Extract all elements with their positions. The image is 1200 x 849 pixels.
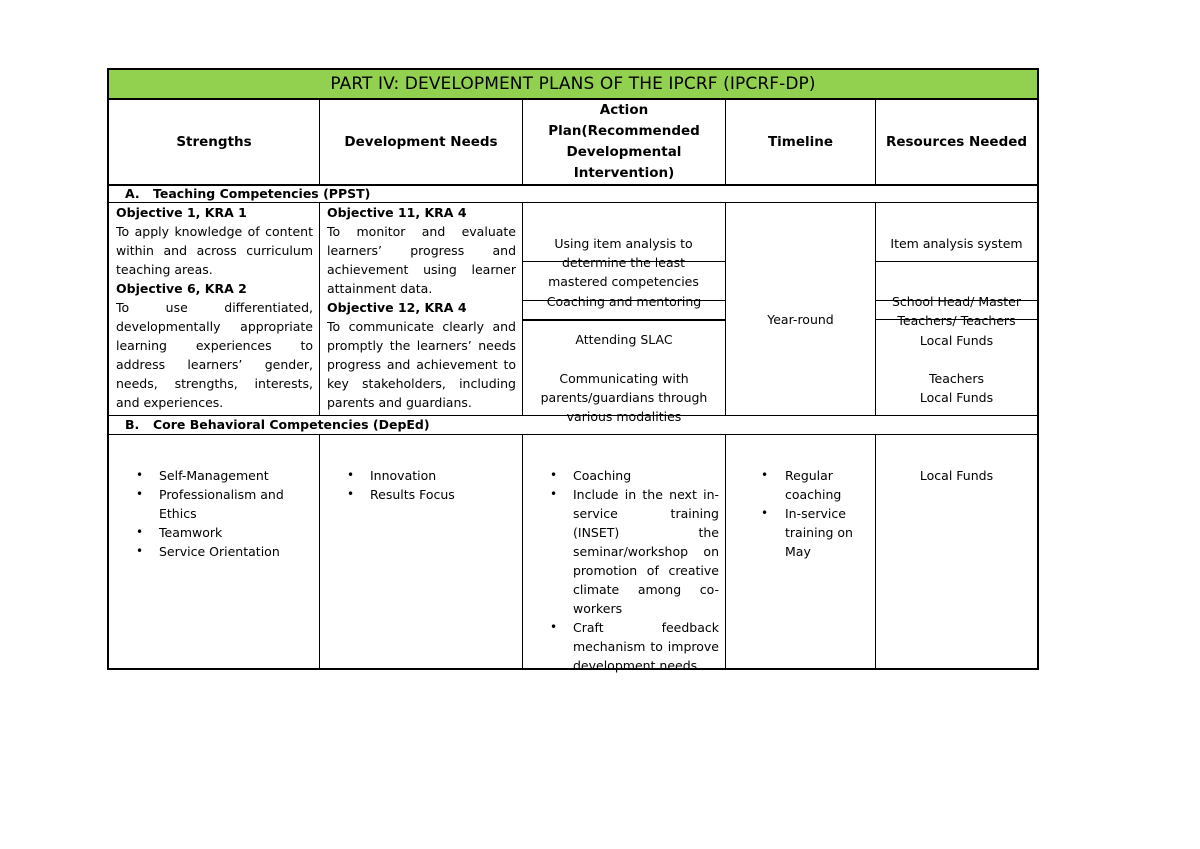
header-development-needs: Development Needs (344, 133, 498, 150)
section-b-action-plans (523, 466, 719, 675)
action-plan-item-analysis: Using item analysis to determine the least mastered competencies (548, 236, 699, 289)
list-item: • Include in the next in-service training (INSET) the seminar/workshop on promotion of creative climate among co-workers (523, 485, 719, 618)
action-plan-communicating: Communicating with parents/guardians through various modalities (540, 371, 708, 424)
header-strengths: Strengths (176, 133, 252, 150)
section-a-label: A. (125, 186, 140, 201)
page-title: PART IV: DEVELOPMENT PLANS OF THE IPCRF (IPCRF-DP) (107, 68, 1039, 100)
section-a-heading (109, 185, 1037, 202)
section-a-strengths (116, 203, 313, 415)
resource-teachers-local-funds (876, 369, 1037, 408)
development-plan-table (107, 100, 1039, 673)
section-b-strengths (109, 466, 309, 561)
resource-school-head-line2: Teachers/ Teachers (897, 313, 1016, 328)
list-item: • Results Focus (320, 485, 522, 504)
section-b-timeline (726, 466, 866, 561)
objective-11-text: To monitor and evaluate learners’ progress and achievement using learner attainment data. (327, 224, 516, 296)
list-item: • Coaching (523, 466, 719, 485)
section-b-label: B. (125, 417, 140, 432)
objective-12-text: To communicate clearly and promptly the learners’ needs progress and achievement to key stakeholders, including parents and guardians. (327, 319, 516, 410)
list-item: • Regular coaching (726, 466, 866, 504)
list-item: • Teamwork (109, 523, 309, 542)
list-item: • Professionalism and Ethics (109, 485, 309, 523)
resource-local-funds: Local Funds (919, 333, 994, 348)
section-b-title: Core Behavioral Competencies (DepEd) (153, 417, 430, 432)
list-item: • Innovation (320, 466, 522, 485)
list-item: • In-service training on May (726, 504, 866, 561)
objective-1-title: Objective 1, KRA 1 (116, 205, 247, 220)
header-action-plan: Action Plan(Recommended Developmental Intervention) (548, 102, 700, 181)
header-timeline: Timeline (767, 133, 834, 150)
section-a-development-needs (327, 203, 516, 415)
list-item: • Service Orientation (109, 542, 309, 561)
objective-12-title: Objective 12, KRA 4 (327, 300, 467, 315)
objective-11-title: Objective 11, KRA 4 (327, 205, 467, 220)
section-a-title: Teaching Competencies (PPST) (153, 186, 371, 201)
header-resources: Resources Needed (885, 133, 1028, 150)
section-b-resources: Local Funds (919, 468, 994, 483)
section-a-timeline: Year-round (767, 312, 834, 327)
section-b-development-needs (320, 466, 522, 504)
resource-teachers: Teachers (929, 371, 984, 386)
objective-6-text: To use differentiated, developmentally appropriate learning experiences to address learners’ gender, needs, strengths, interests, and experiences. (116, 300, 313, 410)
action-plan-coaching-mentoring: Coaching and mentoring (546, 294, 702, 309)
list-item: • Craft feedback mechanism to improve development needs (523, 618, 719, 675)
resource-school-head-line1: School Head/ Master (891, 294, 1022, 309)
list-item: • Self-Management (109, 466, 309, 485)
resource-item-analysis-system: Item analysis system (890, 236, 1023, 251)
objective-6-title: Objective 6, KRA 2 (116, 281, 247, 296)
objective-1-text: To apply knowledge of content within and across curriculum teaching areas. (116, 224, 313, 277)
action-plan-attending-slac: Attending SLAC (575, 332, 673, 347)
resource-local-funds-2: Local Funds (919, 390, 994, 405)
section-b-heading (109, 416, 1037, 434)
resource-school-head-teachers (876, 292, 1037, 331)
ipcrf-dp-document (107, 68, 1039, 673)
